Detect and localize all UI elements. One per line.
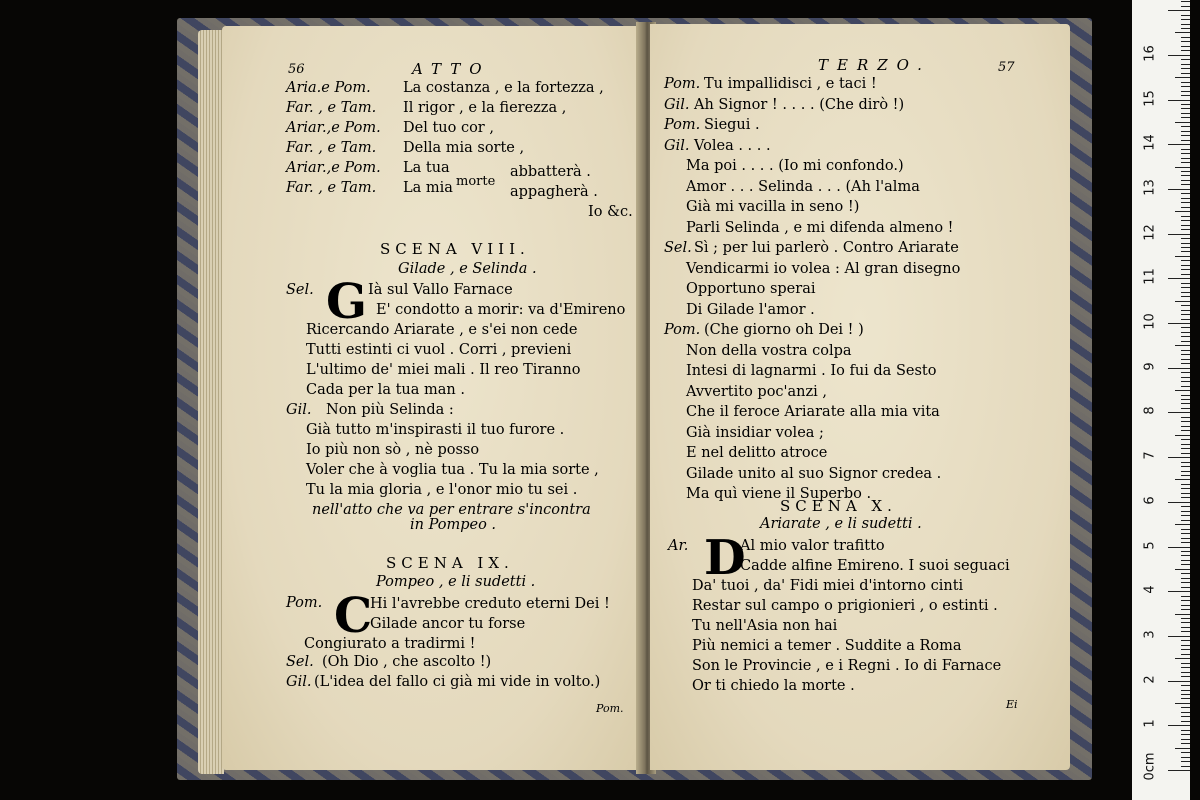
ruler-tick <box>1181 417 1190 418</box>
ruler-number: 3 <box>1142 630 1158 639</box>
ruler-tick <box>1181 82 1190 83</box>
ruler-tick <box>1181 117 1190 118</box>
scene-8-line: Cada per la tua man . <box>306 382 465 398</box>
dialogue-line: Amor . . . Selinda . . . (Ah l'alma <box>686 178 920 195</box>
scene-8-speaker: Sel. <box>286 282 314 298</box>
gil2-speaker: Gil. <box>286 674 312 690</box>
ruler-tick <box>1181 64 1190 65</box>
ruler-tick <box>1181 564 1190 565</box>
ruler-tick <box>1181 649 1190 650</box>
scene-9-dropcap: C <box>334 588 373 644</box>
stage-direction-2: in Pompeo . <box>410 517 497 533</box>
ruler-tick <box>1175 77 1190 78</box>
ruler-tick <box>1181 542 1190 543</box>
dialogue-line: (Che giorno oh Dei ! ) <box>704 322 864 338</box>
morte-text: morte <box>456 174 496 189</box>
ruler-tick <box>1175 167 1190 168</box>
dialogue-line: Ah Signor ! . . . . (Che dirò !) <box>694 96 905 113</box>
ruler-tick <box>1181 743 1190 744</box>
ruler-tick <box>1181 296 1190 297</box>
ruler-tick <box>1181 327 1190 328</box>
dialogue-speaker: Pom. <box>664 322 701 338</box>
ruler-tick <box>1181 180 1190 181</box>
ruler-tick <box>1175 524 1190 525</box>
scene-9-line: Congiurato a tradirmi ! <box>304 636 476 652</box>
ruler-tick <box>1181 645 1190 646</box>
ruler-tick <box>1175 122 1190 123</box>
ruler-tick <box>1181 462 1190 463</box>
ruler-tick <box>1181 158 1190 159</box>
ruler-tick <box>1181 292 1190 293</box>
ruler-tick <box>1181 104 1190 105</box>
ruler-tick <box>1181 403 1190 404</box>
ruler-number: 0cm <box>1142 752 1158 781</box>
aria-line: Del tuo cor , <box>403 120 494 136</box>
ruler-tick <box>1181 6 1190 7</box>
ruler-tick <box>1181 184 1190 185</box>
ruler-tick <box>1181 207 1190 208</box>
ruler-tick <box>1181 73 1190 74</box>
ruler-tick <box>1168 681 1190 682</box>
sel-line: (Oh Dio , che ascolto !) <box>322 654 492 670</box>
ruler-tick <box>1181 220 1190 221</box>
scene-8-line: E' condotto a morir: va d'Emireno <box>376 302 626 318</box>
ruler-tick <box>1181 631 1190 632</box>
ruler-tick <box>1181 305 1190 306</box>
ruler-tick <box>1181 363 1190 364</box>
dialogue-line: Tu impallidisci , e taci ! <box>704 76 877 92</box>
ruler-tick <box>1181 225 1190 226</box>
ruler-tick <box>1181 381 1190 382</box>
abbattera-text: abbatterà . <box>510 164 591 180</box>
scene-8-title: SCENA VIII. <box>380 240 530 258</box>
ruler-tick <box>1181 578 1190 579</box>
ruler-tick <box>1181 497 1190 498</box>
ruler-tick <box>1181 1 1190 2</box>
ruler-tick <box>1181 667 1190 668</box>
dialogue-line: Già insidiar volea ; <box>686 424 824 441</box>
ruler-number: 15 <box>1142 89 1158 107</box>
dialogue-line: Parli Selinda , e mi difenda almeno ! <box>686 219 954 236</box>
ruler-tick <box>1181 444 1190 445</box>
gil-line: Voler che à voglia tua . Tu la mia sorte , <box>306 462 599 478</box>
ruler-number: 11 <box>1142 268 1158 286</box>
ruler-number: 16 <box>1142 45 1158 62</box>
ruler-tick <box>1181 622 1190 623</box>
ruler-tick <box>1181 260 1190 261</box>
scene-10-line: Tu nell'Asia non hai <box>692 618 838 634</box>
ruler-tick <box>1175 390 1190 391</box>
aria-speaker: Far. , e Tam. <box>286 140 377 156</box>
dialogue-line: Che il feroce Ariarate alla mia vita <box>686 404 940 420</box>
ruler-tick <box>1181 68 1190 69</box>
ruler-tick <box>1181 582 1190 583</box>
gil-line: Tu la mia gloria , e l'onor mio tu sei . <box>306 482 578 498</box>
ruler-tick <box>1175 301 1190 302</box>
ruler-tick <box>1181 533 1190 534</box>
scene-10-speaker: Ar. <box>668 538 689 554</box>
ruler-tick <box>1181 757 1190 758</box>
io-etc: Io &c. <box>588 204 633 220</box>
ruler-tick <box>1181 421 1190 422</box>
ruler-tick <box>1168 189 1190 190</box>
ruler-tick <box>1168 10 1190 11</box>
ruler-tick <box>1181 640 1190 641</box>
ruler-tick <box>1181 153 1190 154</box>
ruler-tick <box>1181 15 1190 16</box>
aria-line: La costanza , e la fortezza , <box>403 80 604 96</box>
ruler-tick <box>1181 426 1190 427</box>
ruler-tick <box>1181 439 1190 440</box>
gil-line: Io più non sò , nè posso <box>306 442 480 458</box>
ruler-tick <box>1175 256 1190 257</box>
ruler-tick <box>1168 725 1190 726</box>
ruler-tick <box>1181 448 1190 449</box>
aria-speaker: Far. , e Tam. <box>286 100 377 116</box>
ruler-tick <box>1181 716 1190 717</box>
ruler-tick <box>1181 46 1190 47</box>
ruler-tick <box>1181 171 1190 172</box>
ruler-tick <box>1181 408 1190 409</box>
scene-10-line: Da' tuoi , da' Fidi miei d'intorno cinti <box>692 578 964 594</box>
ruler-tick <box>1181 555 1190 556</box>
ruler-tick <box>1181 573 1190 574</box>
ruler-tick <box>1168 100 1190 101</box>
ruler-tick <box>1181 193 1190 194</box>
ruler-tick <box>1181 216 1190 217</box>
dialogue-speaker: Sel. <box>664 240 692 256</box>
ruler-tick <box>1181 251 1190 252</box>
ruler-tick <box>1168 547 1190 548</box>
ruler-number: 5 <box>1142 540 1158 550</box>
ruler-tick <box>1181 766 1190 767</box>
ruler-tick <box>1181 627 1190 628</box>
ruler-tick <box>1181 734 1190 735</box>
ruler-tick <box>1181 50 1190 51</box>
dialogue-speaker: Pom. <box>664 76 701 92</box>
scene-10-line: Son le Provincie , e i Regni . Io di Farnace <box>692 658 1002 674</box>
scene-10-line: Restar sul campo o prigionieri , o estinti . <box>692 598 998 614</box>
aria-line: Della mia sorte , <box>403 140 525 156</box>
ruler-tick <box>1181 618 1190 619</box>
scene-10-dropcap: D <box>704 530 746 586</box>
ruler-tick <box>1175 345 1190 346</box>
ruler-tick <box>1181 493 1190 494</box>
left-page-number: 56 <box>288 62 305 77</box>
stage-direction-1: nell'atto che va per entrare s'incontra <box>312 502 591 518</box>
ruler-tick <box>1181 135 1190 136</box>
ruler-tick <box>1181 265 1190 266</box>
ruler-tick <box>1181 395 1190 396</box>
ruler-tick <box>1168 278 1190 279</box>
ruler-tick <box>1175 435 1190 436</box>
right-catchword: Ei <box>1006 698 1018 711</box>
ruler-tick <box>1168 368 1190 369</box>
ruler-tick <box>1181 140 1190 141</box>
scene-8-line: Ià sul Vallo Farnace <box>368 282 513 298</box>
dialogue-line: Avvertito poc'anzi , <box>686 383 828 400</box>
aria-line: La tua <box>403 160 450 176</box>
ruler-number: 1 <box>1142 719 1158 728</box>
ruler-tick <box>1181 690 1190 691</box>
ruler-number: 14 <box>1142 134 1158 151</box>
ruler-number: 2 <box>1142 674 1158 684</box>
ruler-tick <box>1168 412 1190 413</box>
ruler-number: 10 <box>1142 313 1158 330</box>
ruler-tick <box>1181 202 1190 203</box>
ruler-tick <box>1181 654 1190 655</box>
ruler-tick <box>1181 520 1190 521</box>
scene-10-persons: Ariarate , e li sudetti . <box>760 516 922 532</box>
dialogue-line: Volea . . . . <box>694 137 771 154</box>
ruler-tick <box>1181 238 1190 239</box>
ruler-tick <box>1181 739 1190 740</box>
ruler-tick <box>1181 37 1190 38</box>
ruler-tick <box>1181 685 1190 686</box>
dialogue-line: Opportuno sperai <box>686 281 816 297</box>
left-catchword: Pom. <box>596 702 624 715</box>
scene-8-persons: Gilade , e Selinda . <box>398 261 537 277</box>
ruler-tick <box>1181 287 1190 288</box>
ruler-tick <box>1168 323 1190 324</box>
ruler-tick <box>1181 86 1190 87</box>
ruler-tick <box>1181 341 1190 342</box>
ruler-tick <box>1181 229 1190 230</box>
ruler-tick <box>1181 41 1190 42</box>
ruler-tick <box>1181 198 1190 199</box>
ruler-tick <box>1181 126 1190 127</box>
ruler-tick <box>1181 551 1190 552</box>
scene-8-line: Tutti estinti ci vuol . Corri , previeni <box>306 342 572 358</box>
ruler-tick <box>1181 707 1190 708</box>
ruler-tick <box>1181 354 1190 355</box>
ruler-tick <box>1181 319 1190 320</box>
ruler-tick <box>1181 359 1190 360</box>
ruler-tick <box>1175 658 1190 659</box>
dialogue-line: Ma poi . . . . (Io mi confondo.) <box>686 158 904 174</box>
ruler-tick <box>1181 336 1190 337</box>
ruler-tick <box>1181 399 1190 400</box>
dialogue-line: Di Gilade l'amor . <box>686 301 815 318</box>
dialogue-line: Vendicarmi io volea : Al gran disegno <box>686 260 961 277</box>
sel-speaker: Sel. <box>286 654 314 670</box>
ruler-tick <box>1181 515 1190 516</box>
ruler-tick <box>1181 131 1190 132</box>
ruler-tick <box>1181 712 1190 713</box>
ruler-tick <box>1181 560 1190 561</box>
ruler-tick <box>1175 614 1190 615</box>
ruler-tick <box>1181 600 1190 601</box>
scene-9-speaker: Pom. <box>286 595 323 611</box>
ruler-tick <box>1181 24 1190 25</box>
ruler-tick <box>1181 162 1190 163</box>
aria-speaker: Ariar.,e Pom. <box>286 120 381 136</box>
ruler-tick <box>1181 91 1190 92</box>
ruler-tick <box>1168 234 1190 235</box>
ruler-tick <box>1181 488 1190 489</box>
dialogue-speaker: Gil. <box>664 137 690 154</box>
ruler-tick <box>1181 471 1190 472</box>
dialogue-line: Intesi di lagnarmi . Io fui da Sesto <box>686 363 937 379</box>
scene-10-line: Al mio valor trafitto <box>740 538 885 554</box>
ruler-number: 12 <box>1142 223 1158 241</box>
dialogue-line: Non della vostra colpa <box>686 342 852 359</box>
scene-10-line: Cadde alfine Emireno. I suoi seguaci <box>740 558 1010 574</box>
ruler-tick <box>1181 243 1190 244</box>
scene-9-line: Gilade ancor tu forse <box>370 616 526 632</box>
gil-line: Non più Selinda : <box>326 402 454 418</box>
ruler-tick <box>1181 752 1190 753</box>
ruler-number: 6 <box>1142 496 1158 505</box>
scene-8-dropcap: G <box>326 274 367 330</box>
scene-9-persons: Pompeo , e li sudetti . <box>376 574 536 590</box>
page-edges <box>198 30 224 774</box>
ruler-tick <box>1181 475 1190 476</box>
ruler-tick <box>1181 350 1190 351</box>
ruler-tick <box>1181 506 1190 507</box>
ruler-tick <box>1181 761 1190 762</box>
scene-10-line: Più nemici a temer . Suddite a Roma <box>692 638 962 654</box>
dialogue-speaker: Gil. <box>664 96 690 113</box>
ruler-number: 8 <box>1142 406 1158 416</box>
ruler-tick <box>1181 730 1190 731</box>
ruler-tick <box>1181 175 1190 176</box>
aria-speaker: Far. , e Tam. <box>286 180 377 196</box>
dialogue-line: Già mi vacilla in seno !) <box>686 199 860 215</box>
ruler-tick <box>1181 430 1190 431</box>
ruler-tick <box>1181 453 1190 454</box>
dialogue-line: Gilade unito al suo Signor credea . <box>686 465 942 482</box>
gil-speaker: Gil. <box>286 402 312 418</box>
aria-speaker: Aria.e Pom. <box>286 80 371 96</box>
ruler-tick <box>1175 211 1190 212</box>
ruler-tick <box>1181 59 1190 60</box>
gil-line: Già tutto m'inspirasti il tuo furore . <box>306 422 565 438</box>
ruler-tick <box>1181 529 1190 530</box>
ruler-tick <box>1181 587 1190 588</box>
aria-speaker: Ariar.,e Pom. <box>286 160 381 176</box>
dialogue-speaker: Pom. <box>664 117 701 133</box>
ruler-tick <box>1181 538 1190 539</box>
ruler-tick <box>1181 484 1190 485</box>
ruler-tick <box>1168 636 1190 637</box>
ruler-tick <box>1181 95 1190 96</box>
ruler-tick <box>1168 55 1190 56</box>
scene-10-line: Or ti chiedo la morte . <box>692 678 855 694</box>
ruler-tick <box>1181 605 1190 606</box>
aria-line: La mia <box>403 180 453 196</box>
ruler-tick <box>1168 502 1190 503</box>
ruler-tick <box>1181 113 1190 114</box>
ruler-tick <box>1175 703 1190 704</box>
ruler-tick <box>1175 748 1190 749</box>
scene-9-line: Hi l'avrebbe creduto eterni Dei ! <box>370 596 610 612</box>
dialogue-line: Ma quì viene il Superbo . <box>686 486 872 502</box>
ruler-tick <box>1181 283 1190 284</box>
ruler-tick <box>1181 314 1190 315</box>
left-running-head: ATTO <box>412 60 491 78</box>
right-running-head: TERZO. <box>818 56 931 74</box>
ruler-tick <box>1181 721 1190 722</box>
ruler-tick <box>1181 377 1190 378</box>
dialogue-line: Sì ; per lui parlerò . Contro Ariarate <box>694 240 959 256</box>
ruler-tick <box>1168 770 1190 771</box>
ruler-tick <box>1181 108 1190 109</box>
ruler-tick <box>1181 386 1190 387</box>
ruler-tick <box>1168 144 1190 145</box>
ruler-number: 4 <box>1142 585 1158 594</box>
ruler-tick <box>1181 672 1190 673</box>
ruler-tick <box>1181 372 1190 373</box>
measuring-ruler <box>1132 0 1190 800</box>
scene-9-title: SCENA IX. <box>386 554 514 572</box>
ruler-tick <box>1181 310 1190 311</box>
ruler-number: 13 <box>1142 179 1158 196</box>
ruler-tick <box>1181 269 1190 270</box>
ruler-tick <box>1181 274 1190 275</box>
ruler-tick <box>1181 466 1190 467</box>
ruler-tick <box>1181 28 1190 29</box>
right-page-number: 57 <box>998 60 1015 75</box>
ruler-tick <box>1175 569 1190 570</box>
ruler-number: 9 <box>1142 362 1158 371</box>
ruler-tick <box>1181 19 1190 20</box>
ruler-tick <box>1168 591 1190 592</box>
ruler-tick <box>1181 596 1190 597</box>
ruler-tick <box>1181 663 1190 664</box>
ruler-tick <box>1181 698 1190 699</box>
scene-8-line: L'ultimo de' miei mali . Il reo Tiranno <box>306 362 581 378</box>
ruler-tick <box>1181 247 1190 248</box>
dialogue-line: Siegui . <box>704 117 760 133</box>
scene-10-title: SCENA X. <box>780 497 897 515</box>
ruler-tick <box>1168 457 1190 458</box>
dialogue-line: E nel delitto atroce <box>686 445 828 461</box>
scene-8-line: Ricercando Ariarate , e s'ei non cede <box>306 322 578 338</box>
ruler-tick <box>1181 694 1190 695</box>
ruler-tick <box>1175 479 1190 480</box>
gil2-line: (L'idea del fallo ci già mi vide in volto.) <box>314 674 601 690</box>
ruler-tick <box>1175 32 1190 33</box>
aria-line: Il rigor , e la fierezza , <box>403 100 567 116</box>
ruler-tick <box>1181 676 1190 677</box>
appaghera-text: appagherà . <box>510 184 598 200</box>
ruler-tick <box>1181 332 1190 333</box>
ruler-tick <box>1181 149 1190 150</box>
ruler-tick <box>1181 609 1190 610</box>
ruler-number: 7 <box>1142 451 1158 460</box>
ruler-tick <box>1181 511 1190 512</box>
